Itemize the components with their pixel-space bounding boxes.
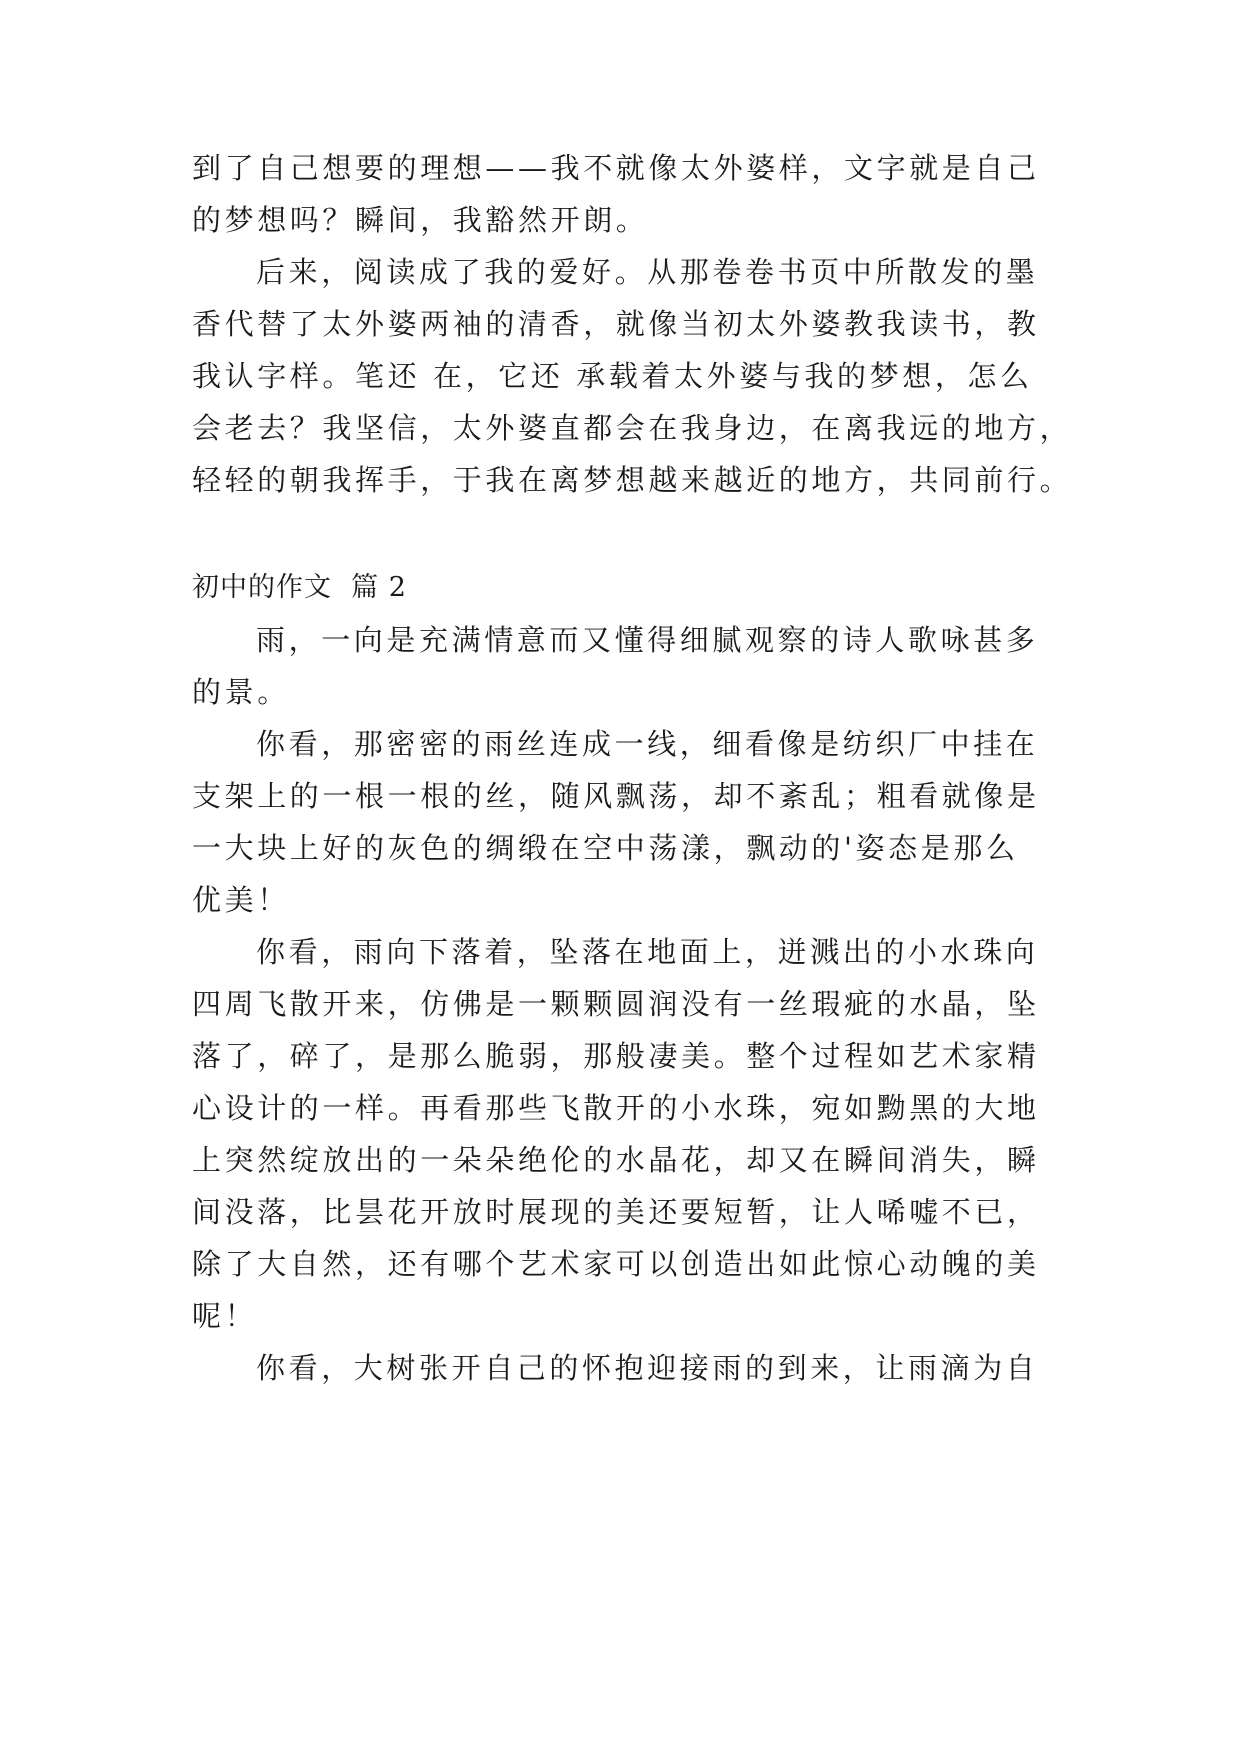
- paragraph-line: 我认字样。笔还 在，它还 承载着太外婆与我的梦想，怎么: [192, 359, 1033, 393]
- paragraph-line: 除了大自然，还有哪个艺术家可以创造出如此惊心动魄的美: [192, 1247, 1040, 1281]
- paragraph-line: 呢！: [192, 1299, 258, 1333]
- paragraph-line: 上突然绽放出的一朵朵绝伦的水晶花，却又在瞬间消失，瞬: [192, 1143, 1040, 1177]
- paragraph-line: 雨，一向是充满情意而又懂得细腻观察的诗人歌咏甚多: [256, 623, 1039, 657]
- paragraph-line: 一大块上好的灰色的绸缎在空中荡漾，飘动的'姿态是那么: [192, 831, 1019, 865]
- paragraph-line: 支架上的一根一根的丝，随风飘荡，却不紊乱；粗看就像是: [192, 779, 1040, 813]
- paragraph-line: 后来，阅读成了我的爱好。从那卷卷书页中所散发的墨: [256, 255, 1039, 289]
- paragraph-line: 四周飞散开来，仿佛是一颗颗圆润没有一丝瑕疵的水晶，坠: [192, 987, 1040, 1021]
- paragraph-line: 的景。: [192, 675, 290, 709]
- paragraph-line: 你看，大树张开自己的怀抱迎接雨的到来，让雨滴为自: [256, 1351, 1039, 1385]
- paragraph-line: 你看，那密密的雨丝连成一线，细看像是纺织厂中挂在: [256, 727, 1039, 761]
- paragraph-line: 会老去？我坚信，太外婆直都会在我身边，在离我远的地方，: [192, 411, 1073, 445]
- paragraph-line: 心设计的一样。再看那些飞散开的小水珠，宛如黝黑的大地: [192, 1091, 1040, 1125]
- paragraph-line: 你看，雨向下落着，坠落在地面上，迸溅出的小水珠向: [256, 935, 1039, 969]
- paragraph-line: 落了，碎了，是那么脆弱，那般凄美。整个过程如艺术家精: [192, 1039, 1040, 1073]
- section-heading: 初中的作文 篇 2: [192, 572, 407, 603]
- paragraph-line: 轻轻的朝我挥手，于我在离梦想越来越近的地方，共同前行。: [192, 463, 1073, 497]
- paragraph-line: 间没落，比昙花开放时展现的美还要短暂，让人唏嘘不已，: [192, 1195, 1040, 1229]
- paragraph-line: 香代替了太外婆两袖的清香，就像当初太外婆教我读书，教: [192, 307, 1040, 341]
- paragraph-line: 的梦想吗？瞬间，我豁然开朗。: [192, 203, 649, 237]
- paragraph-line: 优美！: [192, 883, 290, 917]
- paragraph-line: 到了自己想要的理想——我不就像太外婆样，文字就是自己: [192, 151, 1040, 185]
